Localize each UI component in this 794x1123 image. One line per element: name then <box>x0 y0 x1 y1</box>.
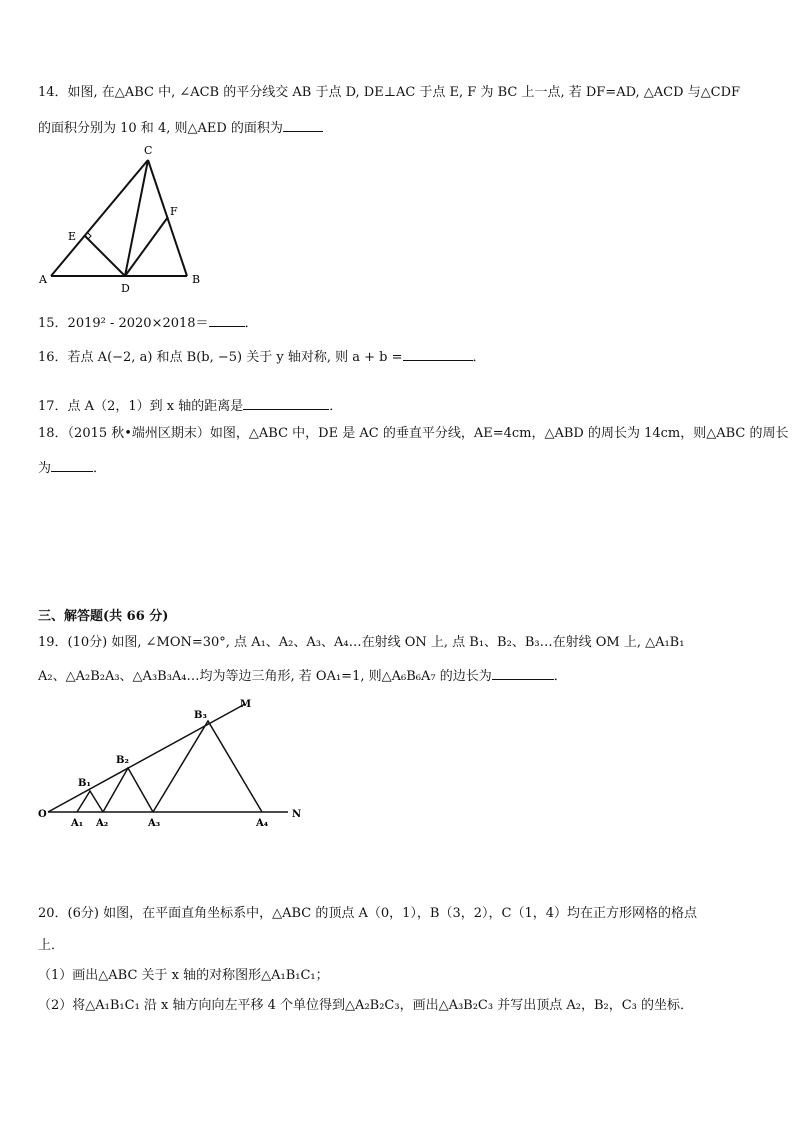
q18-answer-blank[interactable] <box>51 457 93 472</box>
q19-label-a2: A₂ <box>96 818 109 829</box>
q14-label-f: F <box>170 205 178 218</box>
q19-label-a1: A₁ <box>71 818 84 829</box>
q14-label-c: C <box>144 144 153 157</box>
q20-part2: （2）将△A₁B₁C₁ 沿 x 轴方向向左平移 4 个单位得到△A₂B₂C₃，画出△A₃B₂C₃ 并写出顶点 A₂，B₂，C₃ 的坐标． <box>38 998 694 1013</box>
q19-label-a3: A₃ <box>148 818 161 829</box>
section-3-title: 三、解答题(共 66 分) <box>38 609 169 624</box>
q14-triangle-figure <box>30 140 220 295</box>
q19-line2 <box>38 665 567 686</box>
q15-end: ． <box>244 316 258 331</box>
q14-line2-text: 的面积分别为 10 和 4, 则△AED 的面积为 <box>38 121 283 136</box>
q19-ray-om <box>48 704 245 812</box>
q20-part1: （1）画出△ABC 关于 x 轴的对称图形△A₁B₁C₁； <box>38 968 329 983</box>
q14-line1: 14．如图, 在△ABC 中, ∠ACB 的平分线交 AB 于点 D, DE⊥AC 于点 E, F 为 BC 上一点, 若 DF=AD, △ACD 与△CDF <box>38 85 741 100</box>
q19-label-b1: B₁ <box>78 778 91 789</box>
q18-line2 <box>38 457 106 478</box>
q14-label-b: B <box>192 273 201 286</box>
q16-text: 16．若点 A(−2, a) 和点 B(b, −5) 关于 y 轴对称, 则 a + b = <box>38 350 403 365</box>
q14-segment-ac <box>51 160 148 276</box>
q19-label-b3: B₃ <box>194 710 207 721</box>
q18-line1: 18．（2015 秋•端州区期末）如图，△ABC 中，DE 是 AC 的垂直平分线，AE=4cm，△ABD 的周长为 14cm，则△ABC 的周长 <box>38 426 789 441</box>
q15-line <box>38 312 258 333</box>
q17-text: 17．点 A（2，1）到 x 轴的距离是 <box>38 399 244 414</box>
q19-label-o: O <box>38 809 47 820</box>
q17-end: ． <box>329 399 343 414</box>
q19-label-m: M <box>240 699 252 710</box>
q14-label-d: D <box>121 282 130 295</box>
q19-line2-text: A₂、△A₂B₂A₃、△A₃B₃A₄…均为等边三角形, 若 OA₁=1, 则△A₆B₆A₇ 的边长为 <box>38 669 492 684</box>
q15-text: 15．2019² - 2020×2018＝ <box>38 316 209 331</box>
q16-end: ． <box>472 350 486 365</box>
q19-triangle-2 <box>103 768 153 812</box>
q19-equilateral-triangles-figure <box>30 695 315 835</box>
q19-label-b2: B₂ <box>116 755 129 766</box>
q19-triangle-3 <box>153 721 262 812</box>
q14-segment-de <box>85 236 125 276</box>
q18-end: ． <box>93 461 107 476</box>
q19-answer-blank[interactable] <box>492 665 554 680</box>
q19-line1: 19．(10分) 如图, ∠MON=30°, 点 A₁、A₂、A₃、A₄…在射线 ON 上, 点 B₁、B₂、B₃…在射线 OM 上, △A₁B₁ <box>38 635 685 650</box>
q16-answer-blank[interactable] <box>403 346 473 361</box>
q14-answer-blank[interactable] <box>283 117 323 132</box>
q17-answer-blank[interactable] <box>243 395 329 410</box>
q20-line1: 20．(6分) 如图，在平面直角坐标系中，△ABC 的顶点 A（0，1），B（3，2），C（1，4）均在正方形网格的格点 <box>38 906 697 921</box>
q14-label-e: E <box>68 230 77 243</box>
q19-end: ． <box>553 669 567 684</box>
q17-line <box>38 395 342 416</box>
q16-line <box>38 346 486 367</box>
q19-label-n: N <box>292 809 302 820</box>
q18-line2-text: 为 <box>38 461 52 476</box>
q14-right-angle-mark <box>88 233 91 239</box>
q15-answer-blank[interactable] <box>209 312 245 327</box>
q14-label-a: A <box>39 273 47 286</box>
q20-line2: 上． <box>38 938 65 953</box>
q19-label-a4: A₄ <box>256 818 269 829</box>
q14-line2 <box>38 117 323 138</box>
